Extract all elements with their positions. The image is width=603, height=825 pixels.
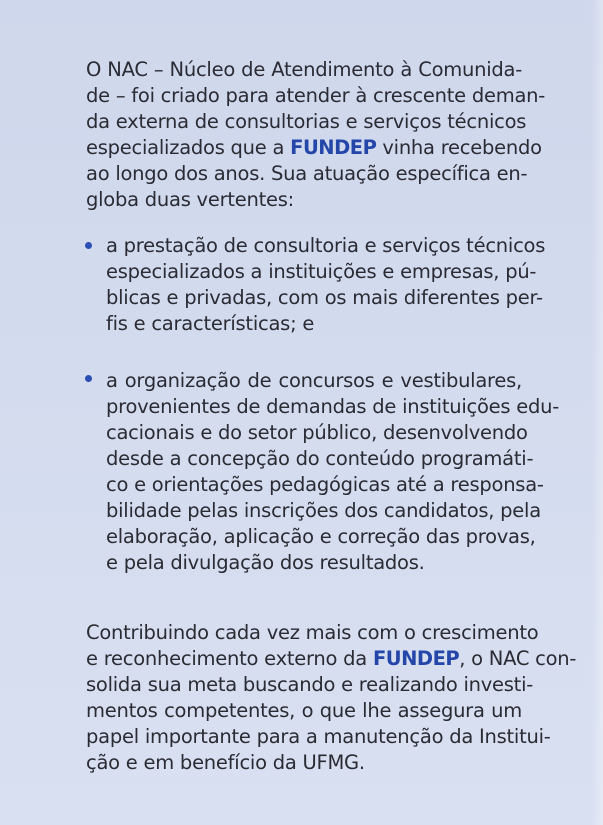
text-line: O NAC – Núcleo de Atendimento à Comunida- [86, 58, 522, 81]
text-fragment: especializados que a [86, 136, 291, 159]
text-line: provenientes de demandas de instituições edu- [106, 395, 560, 418]
text-line: desde a concepção do conteúdo programáti- [106, 447, 534, 470]
text-line: ao longo dos anos. Sua atuação específica en- [86, 162, 528, 185]
fundep-brand: FUNDEP [372, 647, 460, 670]
bullet-dot-icon [85, 375, 92, 382]
text-line: Contribuindo cada vez mais com o crescimento [86, 621, 539, 644]
text-line [86, 646, 577, 672]
text-line: cacionais e do setor público, desenvolvendo [106, 421, 528, 444]
text-line: bilidade pelas inscrições dos candidatos, pela [106, 499, 541, 522]
text-fragment: e reconhecimento externo da [86, 647, 373, 670]
page-edge [591, 0, 603, 825]
text-line: solida sua meta buscando e realizando investi- [86, 673, 534, 696]
text-line: globa duas vertentes: [86, 188, 294, 211]
text-line: e pela divulgação dos resultados. [106, 551, 425, 574]
text-line: co e orientações pedagógicas até a responsa- [106, 473, 544, 496]
text-line: fis e características; e [106, 312, 315, 335]
text-line: a organização de concursos e vestibulares, [106, 369, 522, 392]
text-line [86, 135, 542, 161]
text-line: da externa de consultorias e serviços técnicos [86, 110, 527, 133]
text-line: de – foi criado para atender à crescente deman- [86, 84, 546, 107]
text-line: a prestação de consultoria e serviços técnicos [106, 234, 546, 257]
text-line: papel importante para a manutenção da Institui- [86, 725, 551, 748]
fundep-brand: FUNDEP [290, 136, 377, 159]
bullet-dot-icon [85, 242, 92, 249]
text-line: blicas e privadas, com os mais diferentes per- [106, 286, 543, 309]
text-line: elaboração, aplicação e correção das provas, [106, 525, 536, 548]
text-fragment: , o NAC con- [459, 647, 577, 670]
text-line: especializados a instituições e empresas, pú- [106, 260, 537, 283]
text-line: ção e em benefício da UFMG. [86, 751, 365, 774]
text-fragment: vinha recebendo [376, 136, 542, 159]
text-line: mentos competentes, o que lhe assegura um [86, 699, 522, 722]
